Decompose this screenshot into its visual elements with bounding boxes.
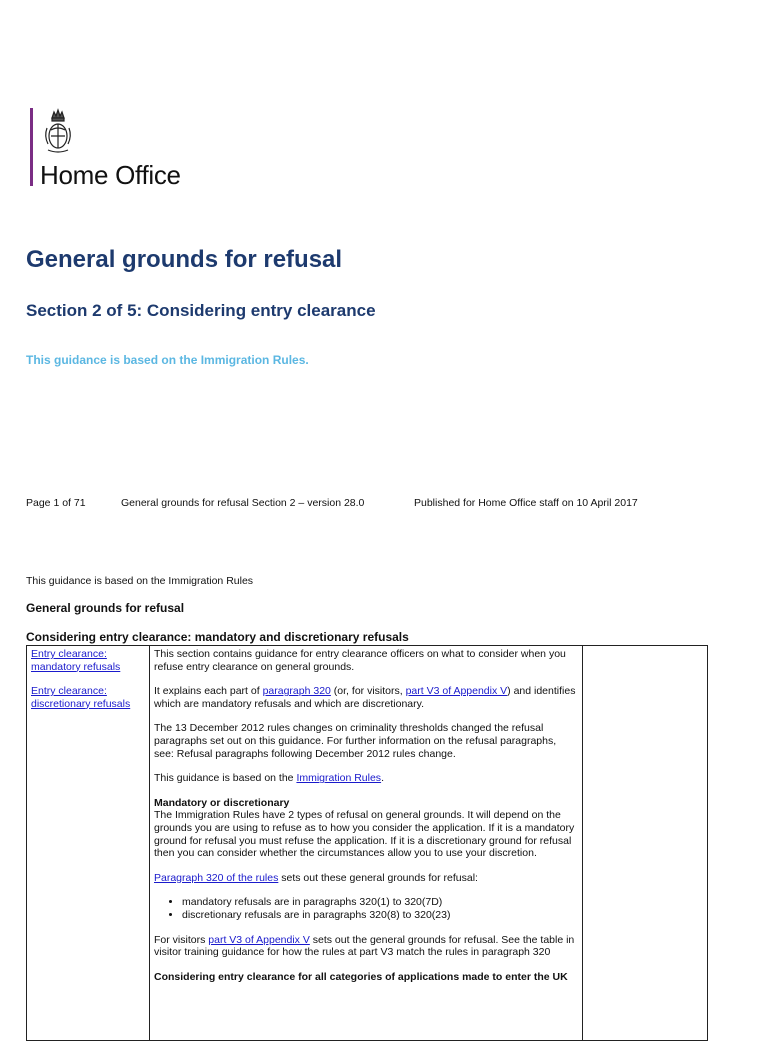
mandatory-discretionary-block bbox=[154, 797, 578, 860]
guidance-basis-note: This guidance is based on the Immigration Rules. bbox=[26, 353, 309, 367]
list-item: • discretionary refusals are in paragraphs 320(8) to 320(23) bbox=[182, 909, 578, 922]
page-title: General grounds for refusal bbox=[26, 246, 343, 273]
text: For visitors bbox=[154, 933, 209, 946]
link-appendix-v-part-v3[interactable]: part V3 of Appendix V bbox=[405, 685, 508, 698]
royal-crest-icon bbox=[42, 108, 74, 158]
text: This guidance is based on the bbox=[154, 772, 297, 785]
guidance-table bbox=[26, 645, 708, 1041]
org-name: Home Office bbox=[40, 160, 181, 190]
text: It explains each part of bbox=[154, 685, 263, 698]
text: . bbox=[381, 772, 384, 785]
link-paragraph-320-rules[interactable]: Paragraph 320 of the rules bbox=[154, 871, 279, 884]
section-heading: General grounds for refusal bbox=[26, 601, 185, 615]
rules-basis-paragraph bbox=[154, 772, 578, 785]
text: (or, for visitors, bbox=[330, 685, 406, 698]
paragraph-320-explainer bbox=[154, 685, 578, 710]
page-subtitle: Section 2 of 5: Considering entry clearance bbox=[26, 301, 376, 320]
table-heading: Considering entry clearance: mandatory and discretionary refusals bbox=[26, 630, 409, 644]
link-discretionary-refusals[interactable]: Entry clearance: discretionary refusals bbox=[31, 685, 131, 710]
link-paragraph-320[interactable]: paragraph 320 bbox=[262, 685, 331, 698]
page-number: Page 1 of 71 bbox=[26, 497, 86, 509]
table-row bbox=[27, 646, 708, 1041]
logo-bar bbox=[30, 108, 33, 186]
subheading-mandatory-discretionary: Mandatory or discretionary bbox=[154, 796, 290, 809]
list-item: • mandatory refusals are in paragraphs 320(1) to 320(7D) bbox=[182, 896, 578, 909]
intro-paragraph: This section contains guidance for entry clearance officers on what to consider when you refuse entry clearance on general grounds. bbox=[154, 648, 566, 673]
refusal-types-paragraph: The Immigration Rules have 2 types of refusal on general grounds. It will depend on the grounds you are using to refuse as to how you consider the application. If it is a mandatory ground for refusal you must refuse the application. If it is a discretionary ground for refusal then you can consider whether the circumstances allow you to use your discretion. bbox=[154, 809, 575, 860]
document-version: General grounds for refusal Section 2 – version 28.0 bbox=[121, 497, 365, 509]
text: sets out these general grounds for refusal: bbox=[278, 871, 478, 884]
link-immigration-rules[interactable]: Immigration Rules bbox=[296, 772, 382, 785]
refusal-list bbox=[154, 896, 578, 921]
link-appendix-v-part-v3-visitors[interactable]: part V3 of Appendix V bbox=[208, 933, 310, 946]
criminality-thresholds-paragraph: The 13 December 2012 rules changes on criminality thresholds changed the refusal paragraphs set out on this guidance. For further information on the refusal paragraphs, see: Refusal paragraphs following December 2012 rules change. bbox=[154, 722, 557, 760]
text: sets out the general grounds for refusal. See the table in visitor training guidance for how the rules at part V3 match the rules in paragraph 320 bbox=[154, 933, 575, 959]
visitors-paragraph bbox=[154, 934, 578, 959]
empty-cell bbox=[583, 646, 708, 1041]
nav-cell bbox=[27, 646, 150, 1041]
paragraph-320-grounds bbox=[154, 872, 578, 885]
subheading-considering-entry-clearance: Considering entry clearance for all categories of applications made to enter the UK bbox=[154, 970, 568, 983]
link-mandatory-refusals[interactable]: Entry clearance: mandatory refusals bbox=[31, 648, 121, 673]
content-cell bbox=[150, 646, 583, 1041]
text: ) and identifies which are mandatory refusals and which are discretionary. bbox=[154, 685, 576, 710]
guidance-basis-line: This guidance is based on the Immigration Rules bbox=[26, 575, 254, 587]
publication-date: Published for Home Office staff on 10 April 2017 bbox=[414, 497, 638, 509]
